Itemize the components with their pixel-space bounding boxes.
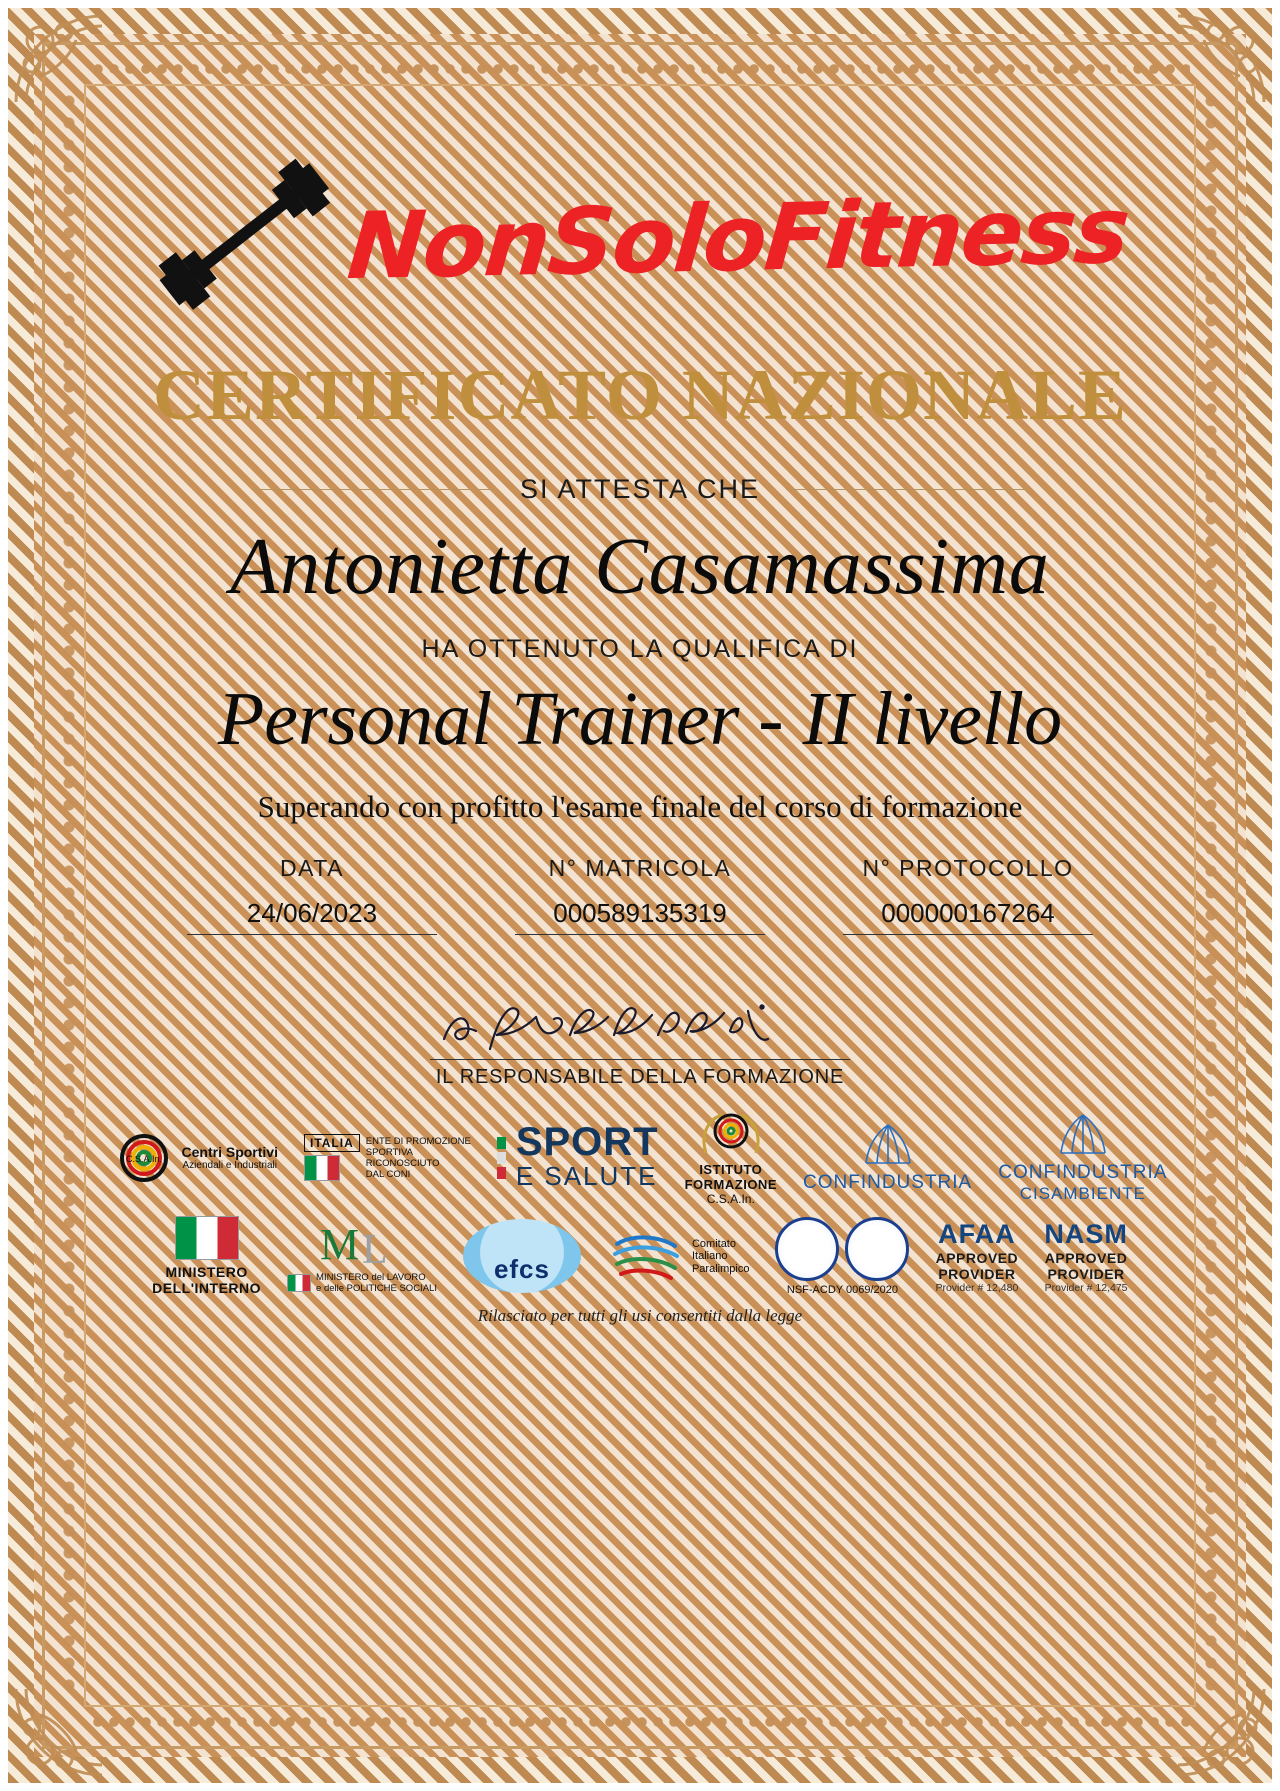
logo-cip: [607, 1228, 749, 1284]
signature-caption: IL RESPONSABILE DELLA FORMAZIONE: [435, 1066, 845, 1089]
cisambiente-line2: CISAMBIENTE: [1019, 1184, 1146, 1204]
ministero-interno-line1: MINISTERO: [165, 1264, 248, 1281]
field-label: N° PROTOCOLLO: [862, 854, 1074, 881]
nasm-line2: PROVIDER: [1047, 1265, 1125, 1282]
logo-afaa: [935, 1219, 1018, 1294]
sport-line1: SPORT: [515, 1120, 659, 1165]
ethics-seal-caption: NSF-ACDY 0069/2020: [786, 1283, 898, 1296]
signature-line: [430, 1059, 850, 1061]
cip-line1: Comitato: [691, 1237, 736, 1250]
recipient-name: Antonietta Casamassima: [230, 522, 1050, 611]
divider-left: [254, 489, 494, 490]
exam-note: Superando con profitto l'esame finale del corso di formazione: [257, 788, 1023, 824]
svg-text:C.S.A.In.: C.S.A.In.: [125, 1153, 162, 1164]
coni-line2: SPORTIVA: [365, 1146, 413, 1158]
attestation-label: SI ATTESTA CHE: [519, 473, 761, 504]
italia-label: ITALIA: [304, 1134, 360, 1152]
cip-text: [692, 1238, 749, 1276]
qualification-label: HA OTTENUTO LA QUALIFICA DI: [421, 634, 859, 663]
sport-text: [515, 1120, 659, 1192]
confindustria-emblem-icon: [1046, 1111, 1120, 1157]
dumbbell-icon: [153, 139, 343, 339]
ethics-seal-icon: [775, 1217, 839, 1281]
field-value: 24/06/2023: [187, 898, 437, 935]
logo-ministero-interno: [152, 1216, 261, 1296]
field-protocollo: [843, 855, 1093, 935]
etsiak-seal-icon: [845, 1217, 909, 1281]
bead-band-bottom: [90, 1709, 1190, 1735]
afaa-line1: APPROVED: [935, 1249, 1019, 1266]
partner-logos-row-2: [96, 1216, 1184, 1296]
brand-logo: [96, 134, 1184, 344]
logo-ethics-seal: [775, 1217, 909, 1296]
certificate-fields: [96, 855, 1184, 935]
sport-line2: E SALUTE: [515, 1161, 658, 1192]
afaa-line2: PROVIDER: [938, 1265, 1016, 1282]
logo-nasm: [1044, 1219, 1128, 1294]
logo-italia-coni: [304, 1134, 471, 1181]
field-value: 000589135319: [515, 898, 765, 935]
field-value: 000000167264: [843, 898, 1093, 935]
field-label: N° MATRICOLA: [548, 854, 732, 881]
logo-csain-text: [182, 1144, 278, 1171]
italia-badge: [304, 1134, 360, 1181]
footnote: Rilasciato per tutti gli usi consentiti dalla legge: [477, 1306, 803, 1326]
rope-column-left: [58, 90, 80, 1701]
rope-column-right: [1200, 90, 1222, 1701]
signature-icon: [430, 991, 850, 1063]
brand-wordmark: NonSoloFitness: [343, 176, 1133, 301]
logo-csain-line1: Centri Sportivi: [181, 1144, 278, 1161]
cip-line2: Italiano: [691, 1250, 728, 1263]
logo-csain-line2: Aziendali e Industriali: [182, 1160, 277, 1172]
bead-band-top: [90, 56, 1190, 82]
coni-text: [366, 1136, 471, 1180]
coni-line4: DAL CONI: [365, 1168, 411, 1180]
attestation-row: [96, 474, 1184, 505]
logo-sport-e-salute: [497, 1120, 659, 1192]
seal-row: [775, 1217, 909, 1281]
field-data: [187, 855, 437, 935]
signature-block: [96, 991, 1184, 1090]
cisambiente-line1: CONFINDUSTRIA: [998, 1162, 1168, 1184]
istituto-line1: ISTITUTO: [699, 1162, 763, 1178]
logo-istituto-formazione: [685, 1109, 777, 1206]
ml-monogram-icon: [314, 1219, 410, 1267]
cip-line3: Paralimpico: [691, 1262, 750, 1275]
ministero-interno-line2: DELL'INTERNO: [152, 1280, 262, 1297]
coni-line3: RICONOSCIUTO: [365, 1157, 440, 1169]
logo-ministero-lavoro: [287, 1219, 437, 1294]
istituto-line3: C.S.A.In.: [706, 1192, 755, 1207]
field-matricola: [515, 855, 765, 935]
confindustria-emblem-icon: [851, 1121, 925, 1167]
istituto-line2: FORMAZIONE: [684, 1177, 777, 1193]
certificate-content: [96, 96, 1184, 1695]
afaa-line3: Provider # 12,480: [935, 1281, 1019, 1294]
csain-rings-icon: [113, 1132, 175, 1184]
nasm-line1: APPROVED: [1044, 1249, 1128, 1266]
logo-csain: [113, 1132, 278, 1184]
svg-text:L: L: [362, 1226, 388, 1267]
logo-confindustria-cisambiente: [998, 1111, 1167, 1204]
nasm-line3: Provider # 12,475: [1044, 1281, 1128, 1294]
italian-flag-icon: [175, 1216, 239, 1260]
italian-flag-icon: [287, 1274, 311, 1292]
coni-line1: ENTE DI PROMOZIONE: [365, 1135, 471, 1147]
page-title: CERTIFICATO NAZIONALE: [153, 355, 1127, 435]
divider-right: [786, 489, 1026, 490]
nasm-name: NASM: [1044, 1218, 1128, 1249]
laurel-seal-icon: [696, 1109, 766, 1157]
partner-logos: [96, 1109, 1184, 1326]
ministero-lavoro-line2: e delle POLITICHE SOCIALI: [316, 1282, 437, 1294]
confindustria-line1: CONFINDUSTRIA: [803, 1172, 973, 1194]
qualification-value: Personal Trainer - II livello: [217, 676, 1063, 761]
svg-text:M: M: [320, 1219, 360, 1267]
logo-confindustria: [803, 1121, 972, 1194]
logo-efcs: efcs: [463, 1219, 581, 1293]
partner-logos-row-1: [96, 1109, 1184, 1206]
afaa-name: AFAA: [938, 1218, 1016, 1249]
tricolor-bars-icon: [497, 1137, 506, 1179]
ministero-lavoro-line1: MINISTERO del LAVORO: [316, 1271, 426, 1283]
field-label: DATA: [280, 854, 344, 881]
italian-flag-icon: [304, 1155, 340, 1181]
paralympic-swoosh-icon: [607, 1228, 685, 1284]
